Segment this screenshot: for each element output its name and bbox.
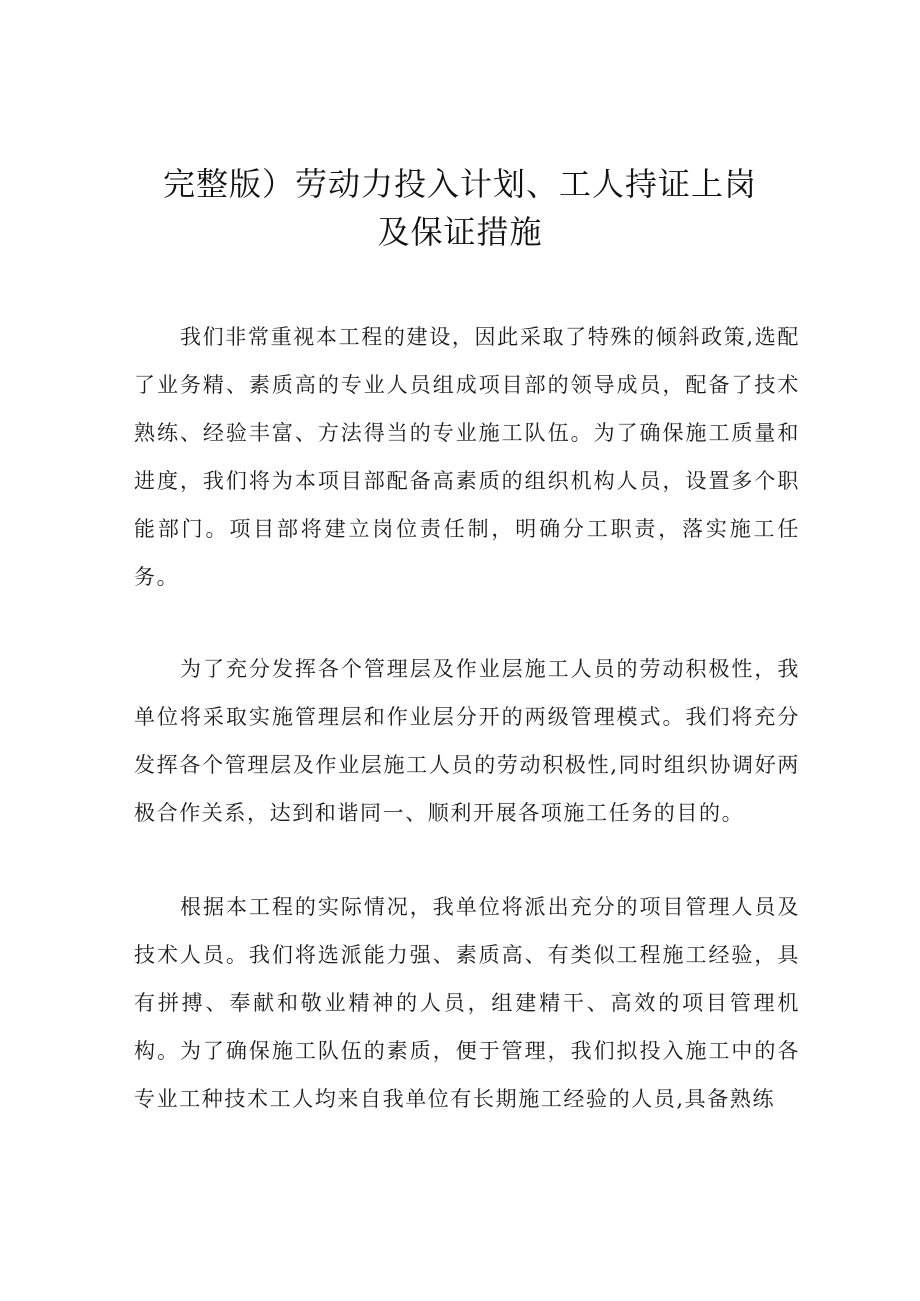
document-title <box>0 160 920 256</box>
paragraph: 为了充分发挥各个管理层及作业层施工人员的劳动积极性，我单位将采取实施管理层和作业层分开的两级管理模式。我们将充分发挥各个管理层及作业层施工人员的劳动积极性,同时组织协调好两极合作关系，达到和谐同一、顺利开展各项施工任务的目的。 <box>134 657 800 825</box>
paragraph: 根据本工程的实际情况，我单位将派出充分的项目管理人员及技术人员。我们将选派能力强、素质高、有类似工程施工经验，具有拼搏、奉献和敬业精神的人员，组建精干、高效的项目管理机构。为了确保施工队伍的素质，便于管理，我们拟投入施工中的各专业工种技术工人均来自我单位有长期施工经验的人员,具备熟练 <box>134 895 800 1111</box>
title-line-1: 完整版）劳动力投入计划、工人持证上岗 <box>162 165 757 203</box>
paragraph-3-block <box>134 883 800 1123</box>
title-line-2: 及保证措施 <box>377 213 543 251</box>
paragraph-1-block <box>134 313 800 601</box>
paragraph-2-block <box>134 645 800 837</box>
paragraph: 我们非常重视本工程的建设，因此采取了特殊的倾斜政策,选配了业务精、素质高的专业人员组成项目部的领导成员，配备了技术熟练、经验丰富、方法得当的专业施工队伍。为了确保施工质量和进度，我们将为本项目部配备高素质的组织机构人员，设置多个职能部门。项目部将建立岗位责任制，明确分工职责，落实施工任务。 <box>134 325 800 589</box>
